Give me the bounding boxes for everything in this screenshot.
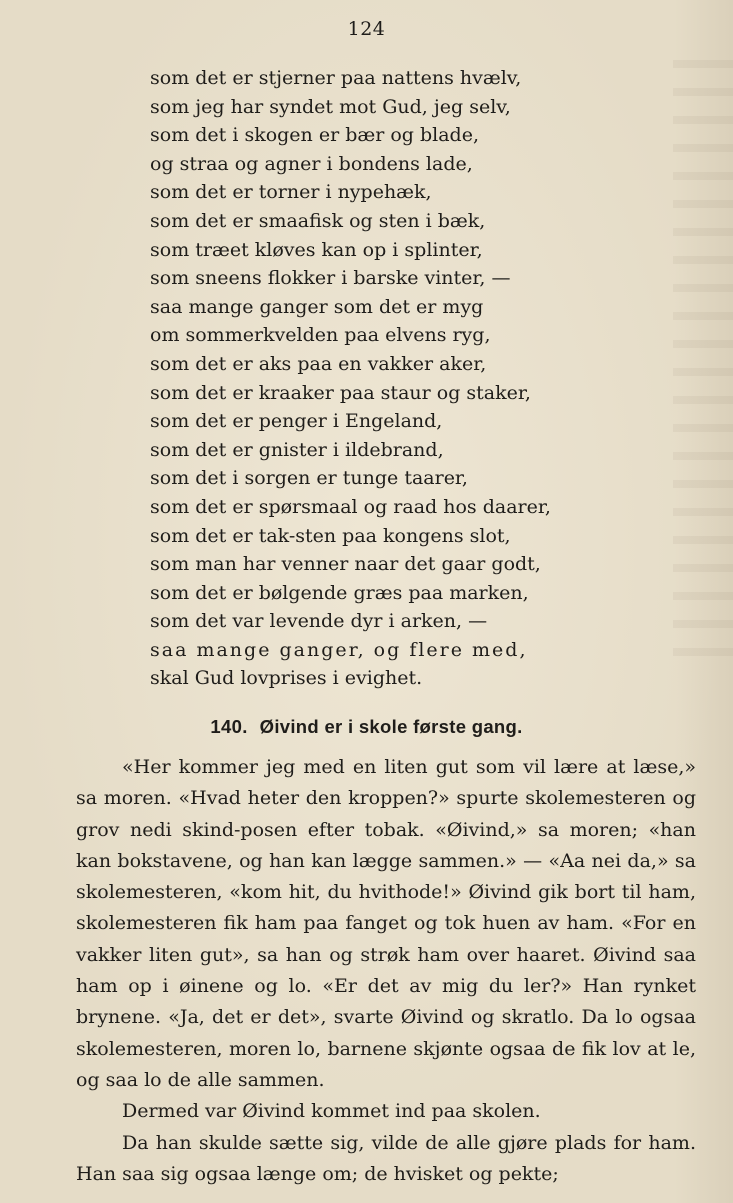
poem-line: som det i sorgen er tunge taarer,: [150, 467, 468, 490]
poem-line: som det er smaafisk og sten i bæk,: [150, 209, 486, 232]
poem-line: som det er stjerner paa nattens hvælv,: [150, 67, 522, 89]
poem-line: som det er gnister i ildebrand,: [150, 438, 444, 461]
prose-body: [76, 752, 696, 1190]
poem-line: som det var levende dyr i arken, —: [150, 610, 488, 633]
poem-line: saa mange ganger som det er myg: [150, 295, 484, 318]
section-title: Øivind er i skole første gang.: [259, 716, 523, 737]
poem-line: skal Gud lovprises i evighet.: [150, 667, 423, 690]
poem-line: som det er penger i Engeland,: [150, 410, 443, 433]
poem-line: som det er torner i nypehæk,: [150, 181, 432, 204]
poem-line: saa mange ganger, og flere med,: [150, 638, 528, 661]
poem-line: som det er tak-sten paa kongens slot,: [150, 524, 511, 547]
section-number: 140.: [210, 716, 248, 737]
poem-line: om sommerkvelden paa elvens ryg,: [150, 324, 491, 347]
poem: [150, 64, 620, 693]
show-through-text: [673, 60, 733, 660]
poem-line: som man har venner naar det gaar godt,: [150, 553, 541, 576]
poem-line: som det er kraaker paa staur og staker,: [150, 381, 531, 404]
poem-line: som det er aks paa en vakker aker,: [150, 352, 487, 375]
poem-line: som det i skogen er bær og blade,: [150, 124, 479, 147]
poem-line: som det er spørsmaal og raad hos daarer,: [150, 495, 551, 518]
poem-line: som sneens flokker i barske vinter, —: [150, 267, 511, 290]
poem-line: som jeg har syndet mot Gud, jeg selv,: [150, 95, 511, 118]
paragraph: Da han skulde sætte sig, vilde de alle gjøre plads for ham. Han saa sig ogsaa længe om; de hvisket og pekte;: [76, 1131, 696, 1185]
poem-line: og straa og agner i bondens lade,: [150, 152, 473, 175]
paragraph: Dermed var Øivind kommet ind paa skolen.: [122, 1100, 541, 1123]
poem-line: som det er bølgende græs paa marken,: [150, 581, 529, 604]
paragraph: «Her kommer jeg med en liten gut som vil lære at læse,» sa moren. «Hvad heter den kroppen?» spurte skolemesteren og grov nedi skind-posen efter tobak. «Øivind,» sa moren; «han kan bokstavene, og han kan lægge sammen.» — «Aa nei da,» sa skolemesteren, «kom hit, du hvithode!» Øivind gik bort til ham, skolemesteren fik ham paa fanget og tok huen av ham. «For en vakker liten gut», sa han og strøk ham over haaret. Øivind saa ham op i øinene og lo. «Er det av mig du ler?» Han rynket brynene. «Ja, det er det», svarte Øivind og skratlo. Da lo ogsaa skolemesteren, moren lo, barnene skjønte ogsaa de fik lov at le, og saa lo de alle sammen.: [76, 756, 696, 1091]
section-heading: [0, 716, 733, 738]
page-number: 124: [347, 18, 386, 40]
poem-line: som træet kløves kan op i splinter,: [150, 238, 483, 261]
